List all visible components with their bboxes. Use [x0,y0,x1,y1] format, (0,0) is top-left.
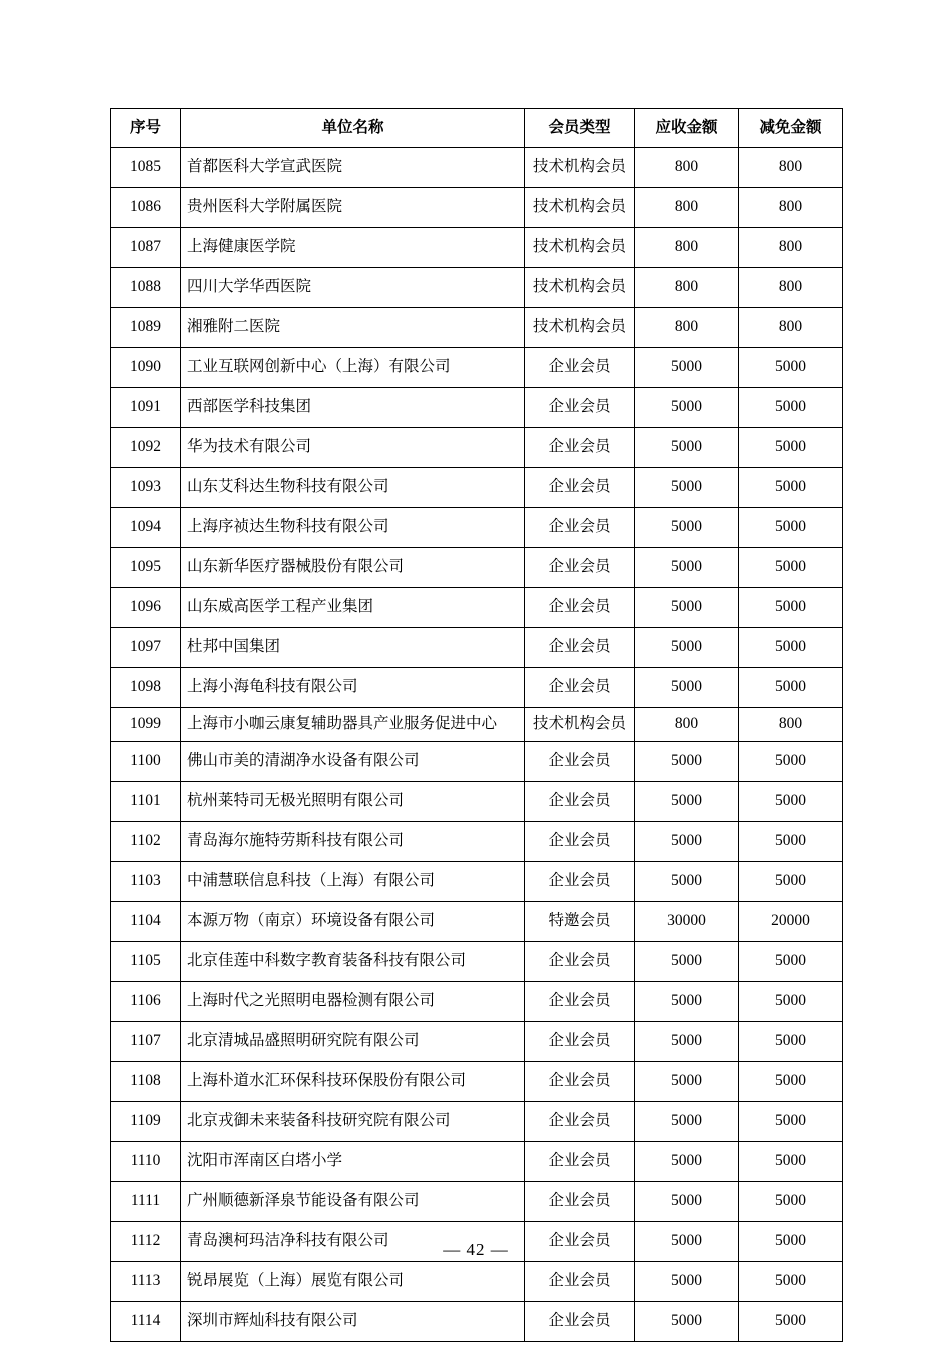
cell-waive: 5000 [739,1221,843,1261]
cell-waive: 5000 [739,1141,843,1181]
cell-seq: 1093 [111,468,181,508]
cell-seq: 1110 [111,1141,181,1181]
table-row [111,941,843,981]
cell-seq: 1085 [111,148,181,188]
cell-type: 企业会员 [525,1301,635,1341]
cell-seq: 1107 [111,1021,181,1061]
cell-seq: 1099 [111,708,181,742]
cell-seq: 1108 [111,1061,181,1101]
column-header-name: 单位名称 [181,109,525,148]
cell-name: 中浦慧联信息科技（上海）有限公司 [181,861,525,901]
cell-name: 上海朴道水汇环保科技环保股份有限公司 [181,1061,525,1101]
cell-type: 企业会员 [525,941,635,981]
cell-type: 企业会员 [525,428,635,468]
cell-seq: 1105 [111,941,181,981]
cell-type: 企业会员 [525,1141,635,1181]
cell-name: 山东威高医学工程产业集团 [181,588,525,628]
cell-type: 技术机构会员 [525,188,635,228]
cell-waive: 5000 [739,941,843,981]
table-row [111,981,843,1021]
cell-type: 技术机构会员 [525,308,635,348]
cell-waive: 800 [739,708,843,742]
cell-due: 5000 [635,388,739,428]
cell-type: 企业会员 [525,388,635,428]
cell-seq: 1091 [111,388,181,428]
table-row [111,388,843,428]
cell-due: 5000 [635,941,739,981]
cell-seq: 1086 [111,188,181,228]
cell-type: 企业会员 [525,548,635,588]
cell-name: 山东艾科达生物科技有限公司 [181,468,525,508]
cell-name: 佛山市美的清湖净水设备有限公司 [181,741,525,781]
table-row [111,348,843,388]
table-row [111,268,843,308]
cell-due: 5000 [635,981,739,1021]
cell-waive: 5000 [739,1301,843,1341]
cell-type: 技术机构会员 [525,148,635,188]
cell-seq: 1100 [111,741,181,781]
cell-waive: 5000 [739,821,843,861]
cell-seq: 1109 [111,1101,181,1141]
cell-name: 贵州医科大学附属医院 [181,188,525,228]
cell-name: 山东新华医疗器械股份有限公司 [181,548,525,588]
cell-due: 5000 [635,428,739,468]
table-row [111,1141,843,1181]
cell-waive: 800 [739,148,843,188]
cell-due: 5000 [635,508,739,548]
table-row [111,308,843,348]
cell-seq: 1088 [111,268,181,308]
cell-due: 5000 [635,861,739,901]
cell-name: 北京佳莲中科数字教育装备科技有限公司 [181,941,525,981]
cell-waive: 5000 [739,1061,843,1101]
cell-due: 800 [635,188,739,228]
cell-seq: 1104 [111,901,181,941]
table-row [111,1021,843,1061]
cell-seq: 1106 [111,981,181,1021]
page-footer [0,1240,952,1260]
cell-waive: 5000 [739,1261,843,1301]
cell-seq: 1096 [111,588,181,628]
cell-due: 5000 [635,628,739,668]
cell-type: 企业会员 [525,468,635,508]
cell-waive: 5000 [739,981,843,1021]
cell-due: 5000 [635,1301,739,1341]
cell-waive: 800 [739,228,843,268]
cell-seq: 1092 [111,428,181,468]
cell-name: 沈阳市浑南区白塔小学 [181,1141,525,1181]
column-header-seq: 序号 [111,109,181,148]
cell-waive: 5000 [739,548,843,588]
cell-waive: 5000 [739,1021,843,1061]
cell-type: 企业会员 [525,981,635,1021]
cell-name: 锐昂展览（上海）展览有限公司 [181,1261,525,1301]
table-row [111,508,843,548]
table-row [111,628,843,668]
cell-name: 上海健康医学院 [181,228,525,268]
cell-type: 企业会员 [525,508,635,548]
cell-type: 企业会员 [525,861,635,901]
cell-type: 企业会员 [525,628,635,668]
cell-name: 湘雅附二医院 [181,308,525,348]
cell-name: 首都医科大学宣武医院 [181,148,525,188]
cell-due: 5000 [635,1221,739,1261]
cell-name: 上海市小咖云康复辅助器具产业服务促进中心 [181,708,525,742]
cell-due: 5000 [635,668,739,708]
table-header-row [111,109,843,148]
cell-name: 杜邦中国集团 [181,628,525,668]
table-row [111,228,843,268]
table-row [111,468,843,508]
cell-type: 企业会员 [525,1061,635,1101]
cell-waive: 5000 [739,388,843,428]
cell-waive: 5000 [739,781,843,821]
cell-name: 工业互联网创新中心（上海）有限公司 [181,348,525,388]
cell-waive: 5000 [739,508,843,548]
cell-type: 企业会员 [525,741,635,781]
cell-waive: 5000 [739,588,843,628]
cell-name: 四川大学华西医院 [181,268,525,308]
cell-waive: 5000 [739,428,843,468]
cell-type: 企业会员 [525,1021,635,1061]
cell-due: 800 [635,228,739,268]
cell-seq: 1112 [111,1221,181,1261]
cell-waive: 5000 [739,628,843,668]
cell-name: 本源万物（南京）环境设备有限公司 [181,901,525,941]
cell-type: 企业会员 [525,588,635,628]
cell-type: 企业会员 [525,348,635,388]
cell-due: 5000 [635,1101,739,1141]
cell-due: 800 [635,708,739,742]
table-row [111,1181,843,1221]
cell-due: 5000 [635,1141,739,1181]
cell-name: 深圳市辉灿科技有限公司 [181,1301,525,1341]
table-row [111,668,843,708]
cell-waive: 5000 [739,861,843,901]
cell-seq: 1089 [111,308,181,348]
cell-due: 5000 [635,741,739,781]
table-row [111,1061,843,1101]
table-row [111,741,843,781]
table-row [111,708,843,742]
cell-waive: 20000 [739,901,843,941]
cell-due: 800 [635,268,739,308]
cell-due: 5000 [635,821,739,861]
cell-due: 5000 [635,1261,739,1301]
cell-waive: 5000 [739,348,843,388]
cell-seq: 1097 [111,628,181,668]
table-row [111,901,843,941]
cell-waive: 800 [739,268,843,308]
cell-name: 杭州莱特司无极光照明有限公司 [181,781,525,821]
cell-due: 800 [635,148,739,188]
cell-seq: 1098 [111,668,181,708]
cell-type: 技术机构会员 [525,268,635,308]
cell-waive: 800 [739,308,843,348]
cell-seq: 1090 [111,348,181,388]
cell-waive: 800 [739,188,843,228]
table-row [111,188,843,228]
cell-type: 企业会员 [525,1181,635,1221]
cell-name: 上海时代之光照明电器检测有限公司 [181,981,525,1021]
table-row [111,428,843,468]
cell-seq: 1101 [111,781,181,821]
column-header-waive: 减免金额 [739,109,843,148]
table-row [111,588,843,628]
cell-due: 5000 [635,548,739,588]
cell-due: 5000 [635,1061,739,1101]
table-header [111,109,843,148]
cell-seq: 1102 [111,821,181,861]
cell-due: 5000 [635,1021,739,1061]
cell-due: 5000 [635,468,739,508]
table-row [111,821,843,861]
cell-seq: 1095 [111,548,181,588]
column-header-due: 应收金额 [635,109,739,148]
cell-name: 北京戎御未来装备科技研究院有限公司 [181,1101,525,1141]
cell-type: 企业会员 [525,668,635,708]
cell-waive: 5000 [739,468,843,508]
cell-seq: 1111 [111,1181,181,1221]
table-row [111,1101,843,1141]
cell-type: 技术机构会员 [525,708,635,742]
cell-type: 企业会员 [525,781,635,821]
table-row [111,548,843,588]
table-row [111,781,843,821]
cell-name: 青岛海尔施特劳斯科技有限公司 [181,821,525,861]
table-row [111,1301,843,1341]
cell-name: 华为技术有限公司 [181,428,525,468]
table-row [111,148,843,188]
cell-due: 5000 [635,588,739,628]
cell-seq: 1113 [111,1261,181,1301]
cell-name: 上海小海龟科技有限公司 [181,668,525,708]
cell-waive: 5000 [739,741,843,781]
cell-due: 5000 [635,781,739,821]
cell-type: 企业会员 [525,1261,635,1301]
cell-type: 企业会员 [525,821,635,861]
cell-type: 企业会员 [525,1101,635,1141]
cell-due: 5000 [635,1181,739,1221]
table-body [111,148,843,1342]
cell-seq: 1087 [111,228,181,268]
cell-name: 青岛澳柯玛洁净科技有限公司 [181,1221,525,1261]
cell-name: 西部医学科技集团 [181,388,525,428]
member-fee-table [110,108,843,1342]
cell-type: 企业会员 [525,1221,635,1261]
column-header-type: 会员类型 [525,109,635,148]
cell-name: 北京清城品盛照明研究院有限公司 [181,1021,525,1061]
cell-seq: 1094 [111,508,181,548]
cell-waive: 5000 [739,1101,843,1141]
cell-name: 广州顺德新泽泉节能设备有限公司 [181,1181,525,1221]
cell-seq: 1103 [111,861,181,901]
cell-due: 800 [635,308,739,348]
page-number: — 42 — [443,1240,509,1259]
cell-type: 技术机构会员 [525,228,635,268]
cell-type: 特邀会员 [525,901,635,941]
cell-seq: 1114 [111,1301,181,1341]
cell-due: 30000 [635,901,739,941]
cell-due: 5000 [635,348,739,388]
cell-waive: 5000 [739,1181,843,1221]
table-row [111,861,843,901]
table-row [111,1261,843,1301]
cell-waive: 5000 [739,668,843,708]
cell-name: 上海序祯达生物科技有限公司 [181,508,525,548]
